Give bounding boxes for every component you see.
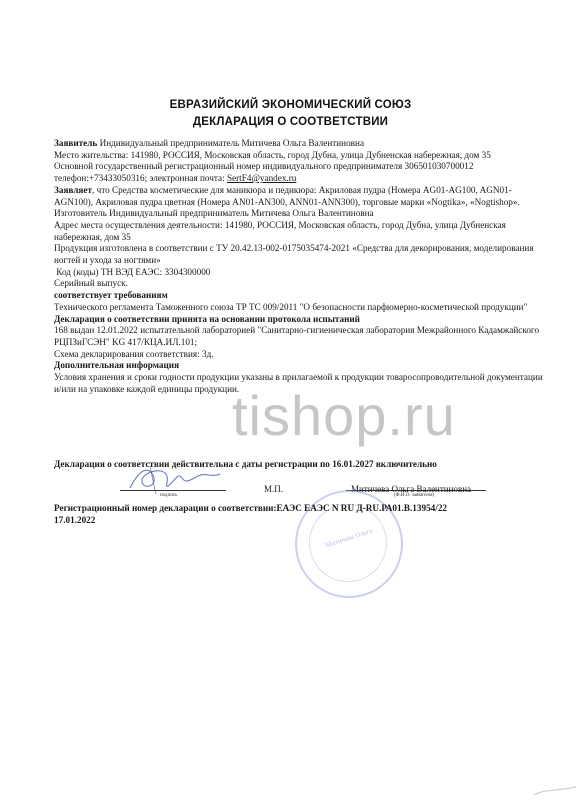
applicant-contacts: [54, 173, 544, 185]
name-caption: (Ф.И.О. заявителя): [394, 493, 435, 498]
declares-line: [54, 185, 544, 208]
manufacturer-line: Изготовитель Индивидуальный предприниматель Митичева Ольга Валентиновна: [54, 208, 374, 219]
signature-caption: подпись: [160, 493, 178, 498]
additional-label: Дополнительная информация: [54, 360, 180, 371]
declaration-body: [54, 138, 544, 395]
seal-text: Митичева Ольга: [324, 526, 374, 550]
conforms-label: соответствует требованиям: [54, 290, 168, 301]
serial-release: Серийный выпуск.: [54, 278, 128, 289]
handwritten-signature: [120, 460, 230, 500]
registration-date: 17.01.2022: [54, 515, 96, 525]
applicant-residence: Место жительства: 141980, РОССИЯ, Московская область, город Дубна, улица Дубненская набережная, дом 35: [54, 149, 491, 160]
document-title: ДЕКЛАРАЦИЯ О СООТВЕТСТВИИ: [192, 116, 389, 128]
additional-text: Условия хранения и сроки годности продукции указаны в прилагаемой к продукции товаросопроводительной документации и/или на упаковке каждой единицы продукции.: [54, 372, 543, 394]
applicant-label: Заявитель: [54, 138, 98, 148]
scheme-text: Схема декларирования соответствия: 3д.: [54, 348, 214, 359]
declares-label: Заявляет: [54, 184, 92, 195]
declares-text: , что Средства косметические для маникюра и педикюра: Акриловая пудра (Номера AG01-AG100, AGN01-AGN100), Акриловая пудра цветная (Номера AN01-AN300, ANN01-ANN300), торговые марки «Nogtika», «Nogtishop».: [54, 184, 520, 207]
basis-text: 168 выдан 12.01.2022 испытательной лабораторией "Санитарно-гигиеническая лаборатория Межрайонного Кадамжайского РЦПЗиГСЭН" KG 417/КЦА.ИЛ.101;: [54, 325, 540, 347]
production-standard: Продукция изготовлена в соответствии с ТУ 20.42.13-002-0175035474-2021 «Средства для декорирования, моделирования ногтей и ухода за ногтями»: [54, 243, 534, 266]
applicant-line: [54, 138, 544, 150]
basis-label: Декларация о соответствии принята на основании протокола испытаний: [54, 313, 360, 324]
applicant-ogrn: Основной государственный регистрационный номер индивидуального предпринимателя 306501030700012: [54, 161, 474, 172]
phone-text: телефон:+73433050316; электронная почта:: [54, 173, 227, 184]
signer-name: Митичева Ольга Валентиновна: [351, 484, 472, 494]
corner-mark: [530, 785, 580, 800]
customs-code: Код (коды) ТН ВЭД ЕАЭС: 3304300000: [54, 266, 211, 277]
applicant-name: Индивидуальный предприниматель Митичева Ольга Валентиновна: [97, 138, 365, 148]
registration-number: Регистрационный номер декларации о соответствии:ЕАЭС ЕАЭС N RU Д-RU.РА01.В.13954/22: [54, 503, 448, 513]
union-title: ЕВРАЗИЙСКИЙ ЭКОНОМИЧЕСКИЙ СОЮЗ: [169, 99, 412, 111]
conforms-text: Технического регламента Таможенного союза ТР ТС 009/2011 "О безопасности парфюмерно-косметической продукции": [54, 301, 528, 312]
email-link[interactable]: SertF4@yandex.ru: [226, 173, 297, 184]
stamp-place-label: М.П.: [264, 484, 284, 494]
manufacturer-address: Адрес места осуществления деятельности: 141980, РОССИЯ, Московская область, город Дубна, улица Дубненская набережная, дом 35: [54, 219, 506, 242]
watermark-text: tishop.ru: [232, 384, 456, 447]
registration-block: [54, 502, 544, 526]
validity-text: Декларация о соответствии действительна с даты регистрации по 16.01.2027 включительно: [54, 459, 437, 469]
